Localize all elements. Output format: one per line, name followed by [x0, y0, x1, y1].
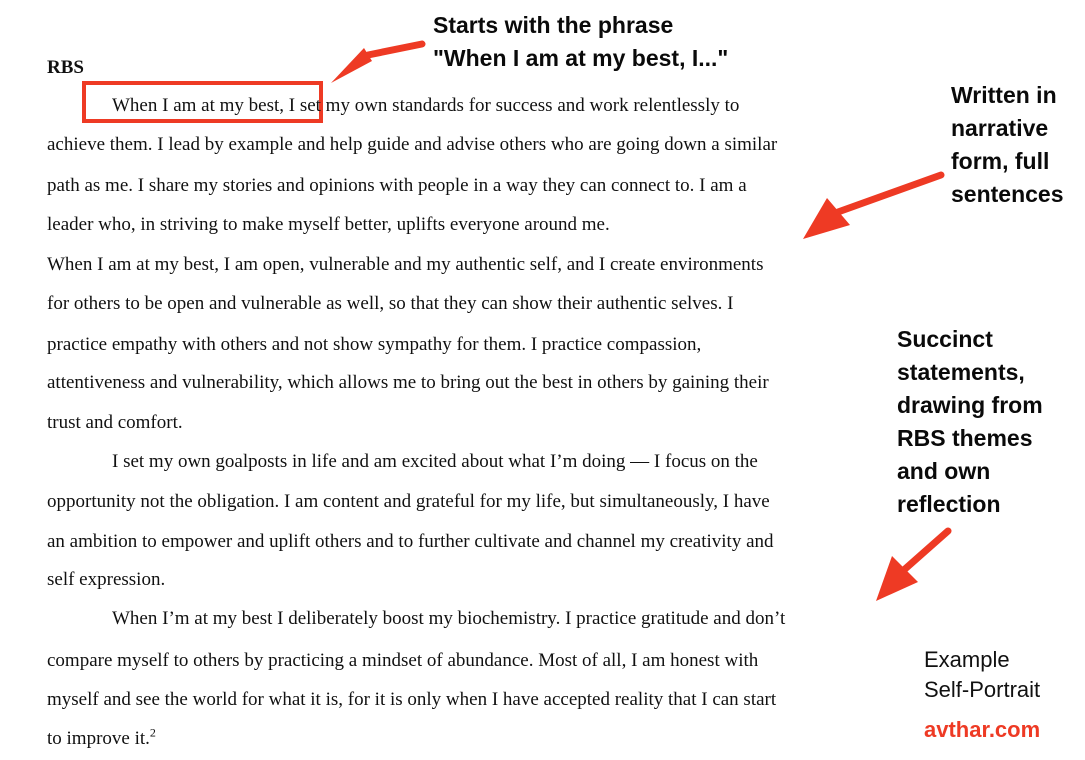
- annotation-phrase-line: Starts with the phrase: [433, 12, 674, 38]
- body-line: practice empathy with others and not show sympathy for them. I practice compassion,: [47, 334, 702, 355]
- annotation-succinct-line: RBS themes: [897, 425, 1033, 451]
- footnote-marker: 2: [149, 725, 156, 740]
- body-line: When I am at my best, I am open, vulnerable and my authentic self, and I create environments: [47, 254, 764, 275]
- annotation-narrative-line: sentences: [951, 181, 1064, 207]
- body-line: leader who, in striving to make myself better, uplifts everyone around me.: [47, 214, 610, 235]
- caption-line: Example: [924, 647, 1010, 672]
- body-line: self expression.: [47, 569, 166, 590]
- body-line-text: to improve it.: [47, 728, 150, 749]
- body-line: an ambition to empower and uplift others and to further cultivate and channel my creativity and: [47, 531, 774, 552]
- annotation-narrative-line: narrative: [951, 115, 1049, 141]
- body-line: attentiveness and vulnerability, which allows me to bring out the best in others by gaining their: [47, 372, 769, 393]
- annotation-succinct-line: drawing from: [897, 392, 1043, 418]
- brand-link[interactable]: avthar.com: [924, 717, 1041, 742]
- annotation-narrative-line: form, full: [951, 148, 1050, 174]
- annotation-phrase-line: "When I am at my best, I...": [433, 45, 729, 71]
- arrow-succinct-icon: [876, 531, 948, 601]
- annotation-succinct-line: Succinct: [897, 326, 993, 352]
- annotation-narrative-line: Written in: [951, 82, 1057, 108]
- document-heading: RBS: [47, 57, 84, 78]
- annotation-succinct-line: statements,: [897, 359, 1025, 385]
- body-line: trust and comfort.: [47, 412, 183, 433]
- body-line: for others to be open and vulnerable as well, so that they can show their authentic selves. I: [47, 293, 734, 314]
- annotation-succinct-line: reflection: [897, 491, 1001, 517]
- body-line: opportunity not the obligation. I am content and grateful for my life, but simultaneously, I have: [47, 491, 770, 512]
- caption-line: Self-Portrait: [924, 677, 1041, 702]
- body-line: When I am at my best, I set my own standards for success and work relentlessly to: [112, 95, 740, 116]
- body-line: achieve them. I lead by example and help guide and advise others who are going down a similar: [47, 134, 778, 155]
- body-line: I set my own goalposts in life and am excited about what I’m doing — I focus on the: [112, 451, 758, 472]
- body-line: path as me. I share my stories and opinions with people in a way they can connect to. I am a: [47, 175, 747, 196]
- body-line: compare myself to others by practicing a mindset of abundance. Most of all, I am honest with: [47, 650, 759, 671]
- body-line: myself and see the world for what it is, for it is only when I have accepted reality that I can start: [47, 689, 777, 710]
- arrow-narrative-icon: [803, 175, 941, 239]
- annotation-succinct-line: and own: [897, 458, 991, 484]
- body-line: When I’m at my best I deliberately boost my biochemistry. I practice gratitude and don’t: [112, 608, 786, 629]
- arrow-phrase-icon: [331, 44, 422, 83]
